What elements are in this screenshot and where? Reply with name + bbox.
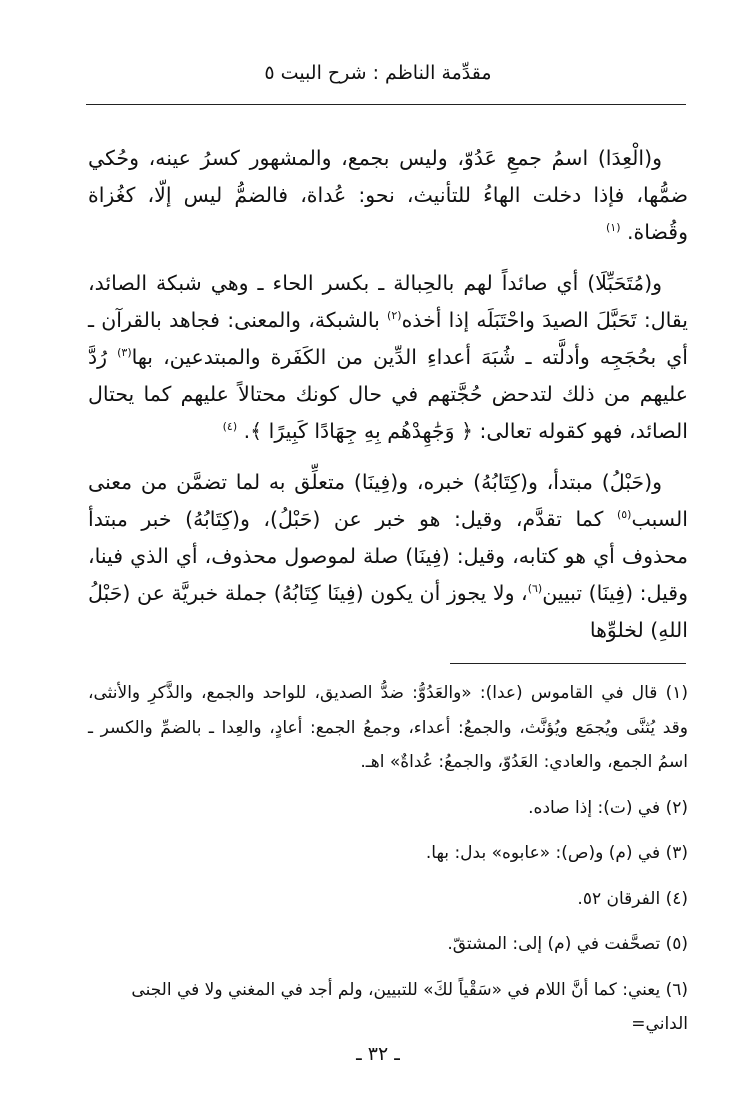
footnote-1: (١) قال في القاموس (عدا): «والعَدُوُّ: ضدُّ الصديق، للواحد والجمع، والذَّكرِ والأنثى، وقد يُثنَّى ويُجمَع ويُؤنَّث، والجمعُ: أعداء، وجمعُ الجمع: أعادٍ، والعِدا ـ بالضمِّ والكسر ـ اسمُ الجمع، والعادي: العَدُوّ، والجمعُ: عُداةٌ» اهـ. [88,683,688,772]
paragraph-3-text-b: كما تقدَّم، وقيل: هو خبر عن (حَبْلُ)، و(كِتَابُهُ) خبر مبتدأ محذوف أي هو كتابه، وقيل: (فِينَا) صلة لموصول محذوف، أي الذي فينا، وقيل: (فِينَا) تبيين [88,507,688,605]
footnote-5: (٥) تصحَّفت في (م) إلى: المشتقّ. [447,934,688,954]
footnote-ref-2: (٢) [387,309,402,323]
footnote-ref-6: (٦) [527,582,543,596]
footnote-6: (٦) يعني: كما أنَّ اللام في «سَقْياً لكَ» للتبيين، ولم أجد في المغني ولا في الجنى الداني= [131,979,688,1034]
footnote-ref-5: (٥) [616,508,632,522]
paragraph-3-text-a: و(حَبْلُ) مبتدأ، و(كِتَابُهُ) خبره، و(فِينَا) متعلِّق به لما تضمَّن من معنى السبب [88,470,688,531]
header-divider [86,104,686,105]
footnote-divider [450,663,686,664]
footnote-ref-4: (٤) [222,420,238,434]
paragraph-1-text: و(الْعِدَا) اسمُ جمعِ عَدُوّ، وليس بجمع، والمشهور كسرُ عينه، وحُكي ضمُّها، فإذا دخلت الهاءُ للتأنيث، نحو: عُداة، فالضمُّ ليس إلّا، كغُزاة وقُضاة. [88,146,688,244]
footnotes [88,676,688,1042]
paragraph-1 [88,140,688,251]
paragraph-2-text-c: رُدَّ عليهم من ذلك لتدحض حُجَّتهم في حال كونك محتالاً عليهم كما يحتال الصائد، فهو كقوله تعالى: ﴿ وَجَٰهِدْهُم بِهِ جِهَادًا كَبِيرًا ﴾. [88,345,688,443]
footnote-2: (٢) في (ت): إذا صاده. [528,797,688,818]
paragraph-2-text-a: و(مُتَحَبِّلَا) أي صائداً لهم بالحِبالة ـ بكسر الحاء ـ وهي شبكة الصائد، يقال: تَحَبَّلَ الصيدَ واحْتَبَلَه إذا أخذه [88,271,688,332]
running-header: مقدِّمة الناظم : شرح البيت ٥ [264,62,492,84]
footnote-3: (٣) في (م) و(ص): «عابوه» بدل: بها. [425,843,688,863]
page-number: ـ ٣٢ ـ [356,1043,400,1065]
paragraph-2 [88,265,688,450]
main-text [88,140,688,663]
footnote-4: (٤) الفرقان ٥٢. [577,888,688,909]
paragraph-3 [88,464,688,649]
footnote-ref-1: (١) [605,221,621,235]
paragraph-2-text-b: بالشبكة، والمعنى: فجاهد بالقرآن ـ أي بحُجَجِه وأدلَّته ـ شُبَهَ أعداءِ الدِّين من الكَفَرة والمبتدعين، بها [88,308,688,369]
footnote-ref-3: (٣) [117,346,132,360]
paragraph-3-text-c: ، ولا يجوز أن يكون (فِينَا كِتَابُهُ) جملة خبريَّة عن (حَبْلُ اللهِ) لخلوِّها [88,581,688,642]
